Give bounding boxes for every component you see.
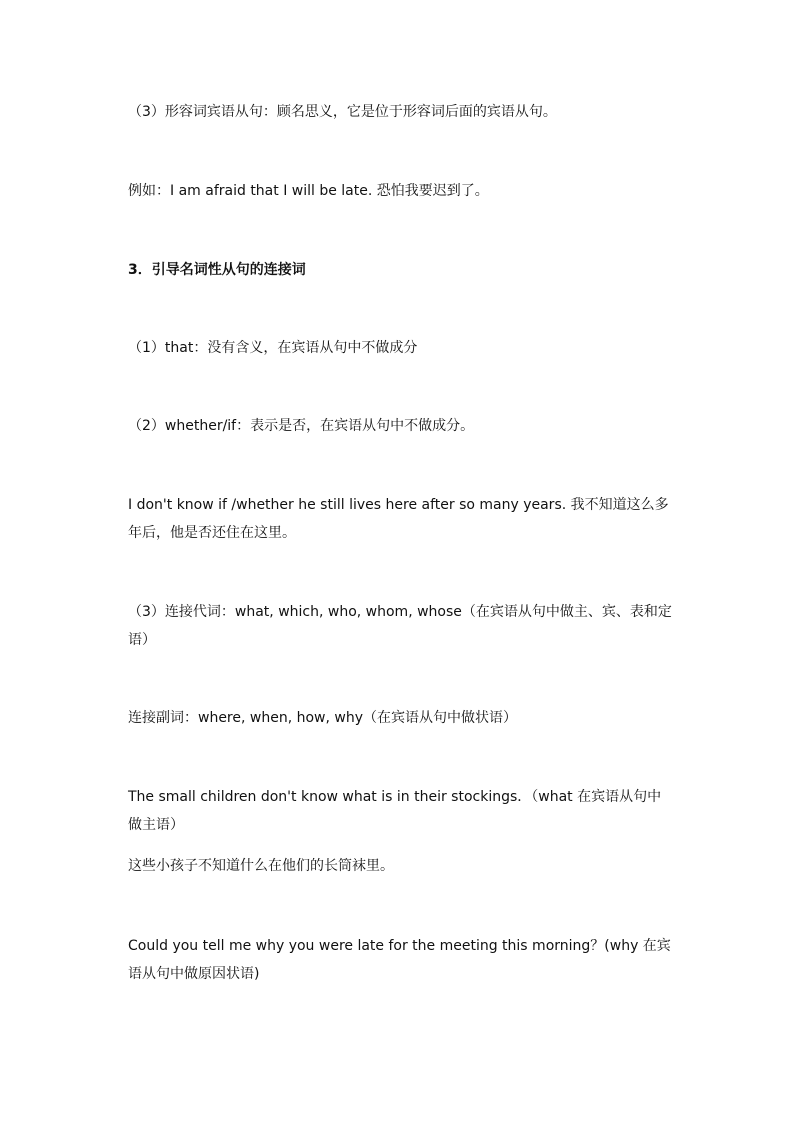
- paragraph-translation-stockings: 这些小孩子不知道什么在他们的长筒袜里。: [128, 858, 394, 874]
- section-heading-connectives: 3．引导名词性从句的连接词: [128, 262, 306, 278]
- paragraph-example-why-late: Could you tell me why you were late for the meeting this morning？(why 在宾语从句中做原因状语): [128, 938, 671, 982]
- paragraph-that: （1）that：没有含义，在宾语从句中不做成分: [128, 340, 418, 356]
- paragraph-connective-adverbs: 连接副词：where, when, how, why（在宾语从句中做状语）: [128, 710, 518, 726]
- paragraph-example-whether: I don't know if /whether he still lives here after so many years. 我不知道这么多年后，他是否还住在这里。: [128, 497, 669, 541]
- paragraph-whether-if: （2）whether/if：表示是否，在宾语从句中不做成分。: [128, 418, 475, 434]
- paragraph-example-stockings: The small children don't know what is in their stockings．（what 在宾语从句中做主语）: [128, 789, 662, 833]
- paragraph-adjective-object-clause: （3）形容词宾语从句：顾名思义，它是位于形容词后面的宾语从句。: [128, 104, 557, 120]
- paragraph-connective-pronouns: （3）连接代词：what, which, who, whom, whose（在宾语从句中做主、宾、表和定语）: [128, 604, 672, 648]
- paragraph-example-afraid: 例如：I am afraid that I will be late. 恐怕我要迟到了。: [128, 183, 489, 199]
